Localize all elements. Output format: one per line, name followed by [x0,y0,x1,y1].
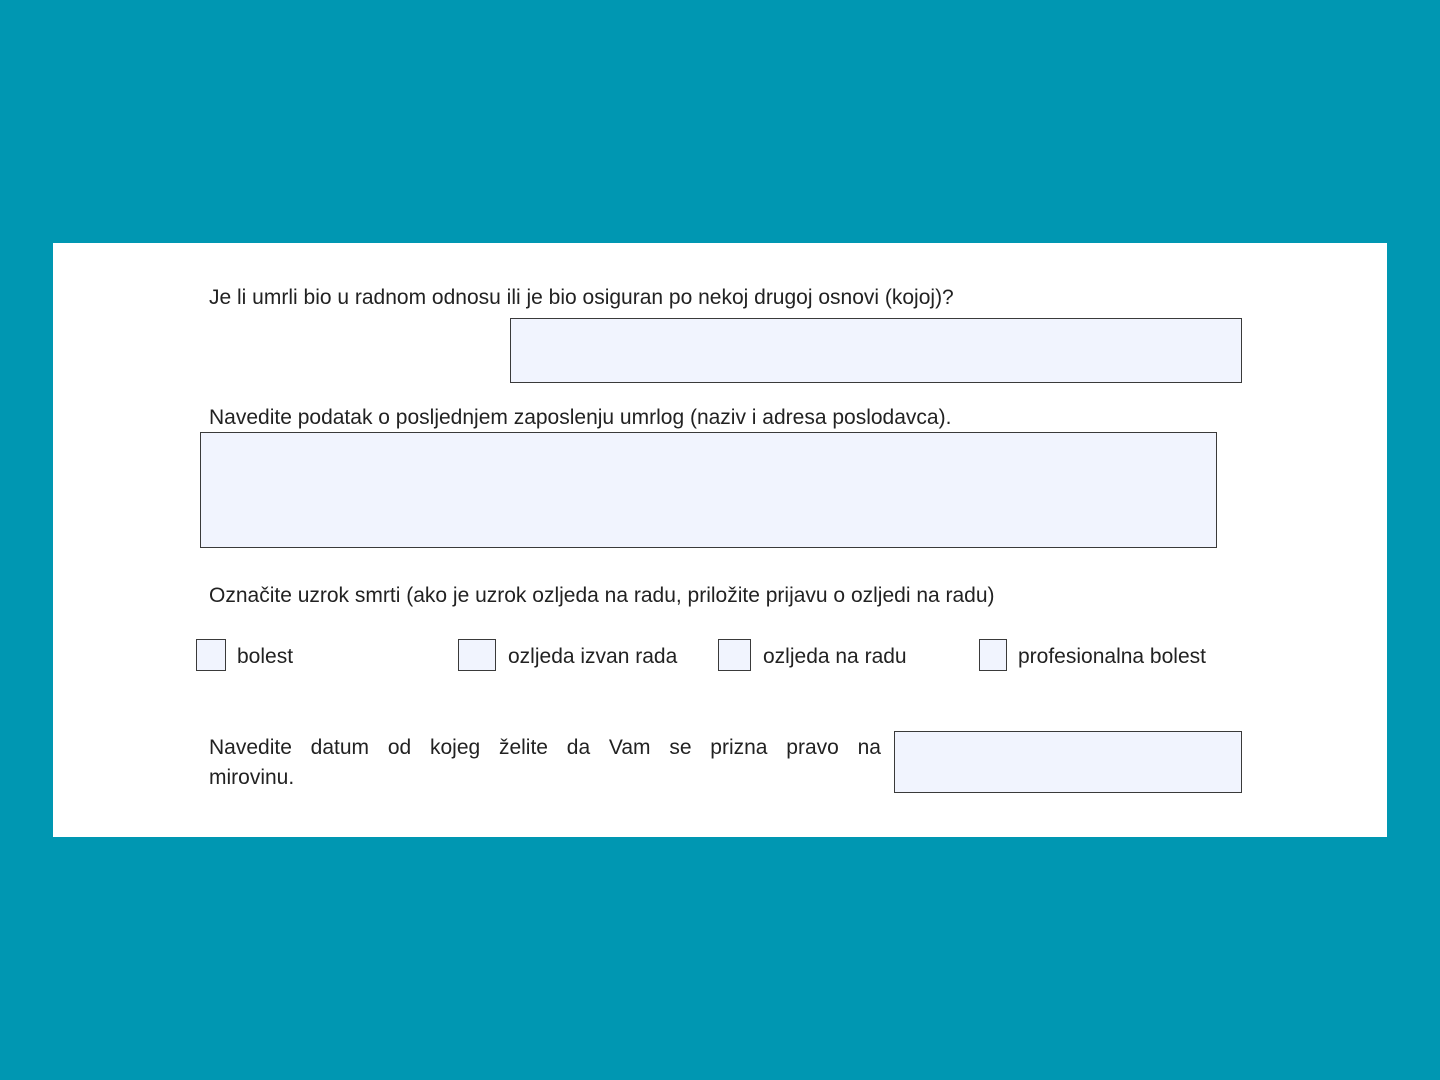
label-word: se [669,736,692,759]
cause-non-work-injury-label: ozljeda izvan rada [508,645,678,668]
last-employment-field[interactable] [200,432,1217,548]
cause-disease-checkbox[interactable] [196,639,226,671]
label-word: prizna [710,736,768,759]
label-word: kojeg [429,736,481,759]
cause-non-work-injury-checkbox[interactable] [458,639,496,671]
label-word: Navedite [209,736,292,759]
employment-question-label: Je li umrli bio u radnom odnosu ili je bio osiguran po nekoj drugoj osnovi (kojoj)? [209,286,954,309]
pension-date-question-label [209,733,881,793]
cause-disease-label: bolest [237,645,294,668]
form-panel [53,243,1387,837]
label-word: mirovinu. [209,766,295,789]
cause-of-death-question-label: Označite uzrok smrti (ako je uzrok ozljeda na radu, priložite prijavu o ozljedi na radu) [209,584,995,607]
cause-work-injury-label: ozljeda na radu [763,645,907,668]
cause-occupational-disease-checkbox[interactable] [979,639,1007,671]
label-word: datum [310,736,370,759]
last-employment-question-label: Navedite podatak o posljednjem zaposlenju umrlog (naziv i adresa poslodavca). [209,406,952,429]
employment-basis-field[interactable] [510,318,1242,383]
label-word: da [566,736,591,759]
label-word: od [387,736,412,759]
pension-date-question-line2 [209,763,881,793]
label-word: Vam [608,736,651,759]
pension-start-date-field[interactable] [894,731,1242,793]
cause-occupational-disease-label: profesionalna bolest [1018,645,1206,668]
label-word: pravo [786,736,839,759]
cause-work-injury-checkbox[interactable] [718,639,751,671]
pension-date-question-line1 [209,733,881,763]
label-word: na [857,736,881,759]
label-word: želite [498,736,548,759]
